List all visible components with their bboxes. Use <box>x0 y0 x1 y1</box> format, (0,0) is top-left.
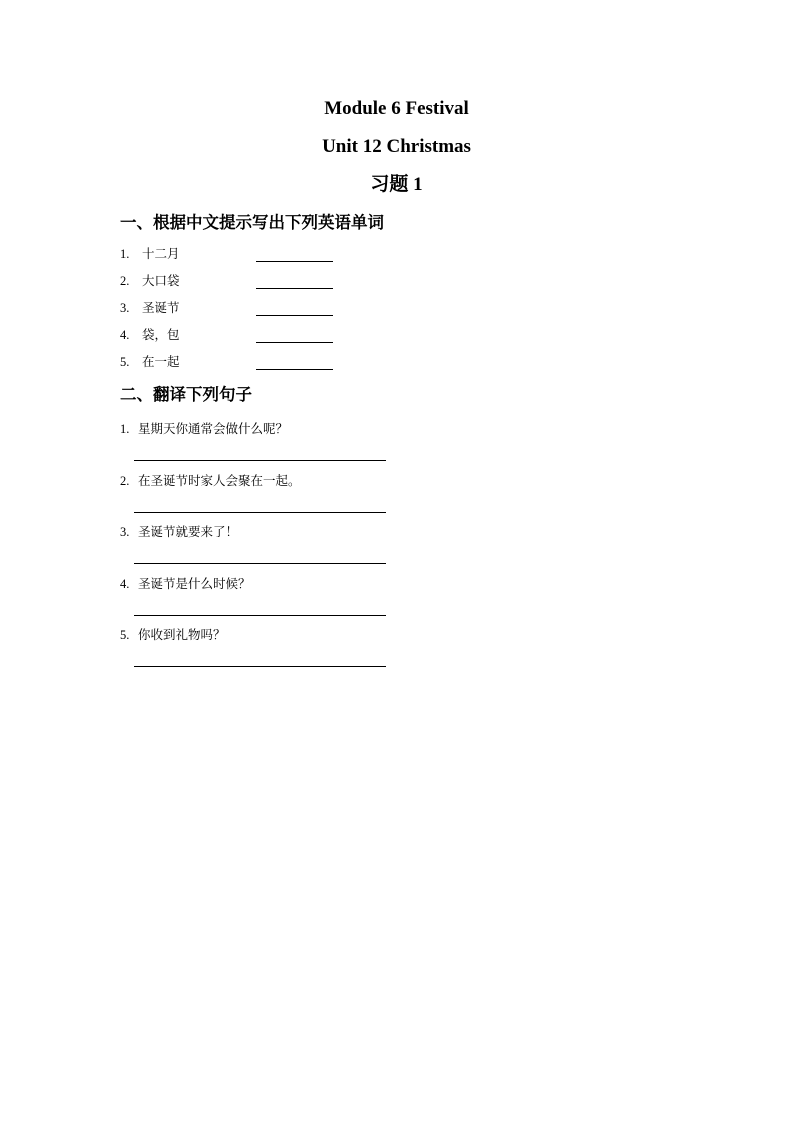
item-number: 5. <box>120 628 130 642</box>
word-item <box>120 353 380 380</box>
sentence-prompt <box>120 626 420 644</box>
sentence-prompt <box>120 575 420 593</box>
item-number: 3. <box>120 525 130 539</box>
word-item <box>120 299 380 326</box>
item-number: 1. <box>120 247 130 261</box>
sentence-prompt <box>120 523 420 541</box>
module-title: Module 6 Festival <box>324 98 469 119</box>
sentence-item <box>120 523 420 575</box>
answer-blank[interactable] <box>256 288 333 289</box>
sentence-text: 星期天你通常会做什么呢？ <box>138 421 289 436</box>
section2-heading: 二、翻译下列句子 <box>120 385 252 404</box>
answer-blank[interactable] <box>256 261 333 262</box>
chinese-hint: 十二月 <box>141 246 180 261</box>
item-number: 3. <box>120 301 130 315</box>
sentence-item <box>120 420 420 472</box>
sentence-item <box>120 472 420 524</box>
unit-title: Unit 12 Christmas <box>322 136 471 157</box>
item-number: 4. <box>120 576 130 591</box>
item-number: 5. <box>120 355 130 369</box>
answer-line[interactable] <box>134 563 386 564</box>
answer-line[interactable] <box>134 615 386 616</box>
chinese-hint: 大口袋 <box>141 273 180 288</box>
answer-line[interactable] <box>134 666 386 667</box>
sentence-text: 在圣诞节时家人会聚在一起。 <box>138 472 301 488</box>
item-number: 4. <box>120 328 130 342</box>
sentence-prompt <box>120 420 420 438</box>
sentence-text: 圣诞节是什么时候？ <box>138 575 251 591</box>
answer-line[interactable] <box>134 512 386 513</box>
word-item <box>120 272 380 299</box>
answer-blank[interactable] <box>256 342 333 343</box>
word-item <box>120 326 380 353</box>
item-number: 1. <box>120 422 130 436</box>
answer-blank[interactable] <box>256 369 333 370</box>
sentence-item <box>120 575 420 627</box>
word-item <box>120 245 380 272</box>
chinese-hint: 在一起 <box>141 354 180 369</box>
answer-blank[interactable] <box>256 315 333 316</box>
sentence-text: 圣诞节就要来了！ <box>138 524 239 539</box>
item-number: 2. <box>120 473 130 488</box>
item-number: 2. <box>120 274 130 288</box>
word-list <box>120 245 380 380</box>
answer-line[interactable] <box>134 460 386 461</box>
chinese-hint: 圣诞节 <box>141 300 180 315</box>
section1-heading: 一、根据中文提示写出下列英语单词 <box>120 213 384 232</box>
sentence-list <box>120 420 420 678</box>
chinese-hint: 袋，包 <box>141 327 180 342</box>
sentence-prompt <box>120 472 420 490</box>
sentence-text: 你收到礼物吗？ <box>138 627 226 642</box>
exercise-title: 习题 1 <box>370 174 423 195</box>
sentence-item <box>120 626 420 678</box>
